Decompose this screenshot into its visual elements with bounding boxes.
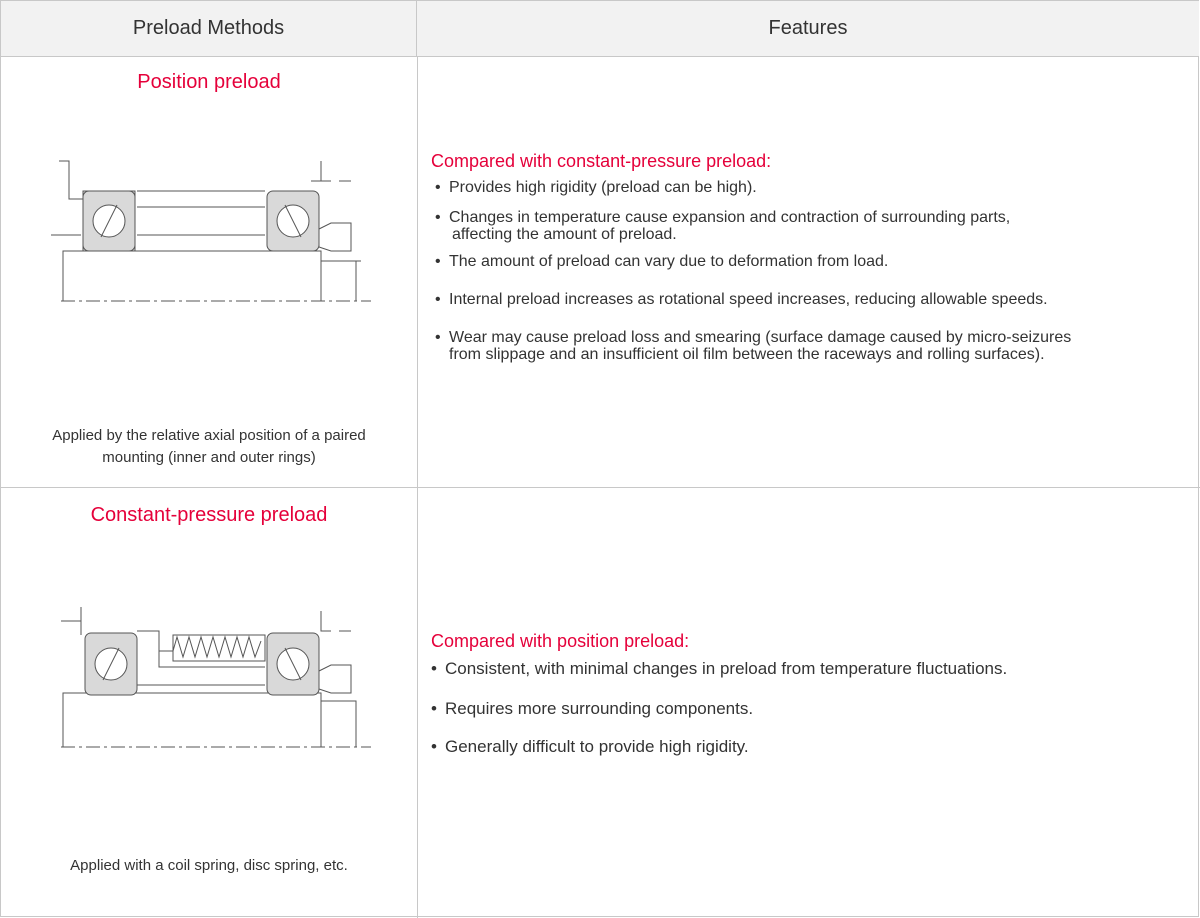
features-head-position: Compared with constant-pressure preload: [431, 151, 772, 171]
method-title-position-preload: Position preload [137, 71, 281, 93]
feature-item: • Consistent, with minimal changes in preload from temperature fluctuations. [431, 659, 1008, 678]
method-desc-position-preload: Applied by the relative axial position of a paired mounting (inner and outer rings) [52, 427, 366, 466]
method-desc-constant-pressure-preload: Applied with a coil spring, disc spring, etc. [70, 857, 348, 874]
feature-item: • Generally difficult to provide high rigidity. [431, 737, 749, 756]
features-head-constant: Compared with position preload: [431, 631, 690, 651]
left-bearing-icon [83, 191, 135, 251]
feature-item: • The amount of preload can vary due to deformation from load. [435, 253, 889, 270]
header-features: Features [417, 1, 1199, 57]
feature-item: • Internal preload increases as rotational speed increases, reducing allowable speeds. [435, 291, 1048, 308]
coil-spring-icon [173, 635, 265, 661]
header-preload-methods: Preload Methods [1, 1, 417, 57]
right-bearing-icon [267, 633, 319, 695]
features-list-position [433, 179, 1071, 363]
method-title-constant-pressure-preload: Constant-pressure preload [90, 504, 328, 526]
constant-pressure-preload-diagram [51, 601, 371, 761]
feature-item: • Provides high rigidity (preload can be high). [435, 179, 757, 196]
feature-item: • Requires more surrounding components. [431, 699, 754, 718]
position-preload-diagram [51, 151, 371, 311]
feature-item: • Changes in temperature cause expansion and contraction of surrounding parts, affecting the amount of preload. [435, 209, 1011, 243]
features-list-constant [429, 659, 1007, 757]
right-bearing-icon [267, 191, 319, 251]
left-bearing-icon [85, 633, 137, 695]
row-divider [1, 487, 1200, 488]
feature-item: • Wear may cause preload loss and smearing (surface damage caused by micro-seizures from slippage and an insufficient oil film between the raceways and rolling surfaces). [435, 329, 1072, 363]
